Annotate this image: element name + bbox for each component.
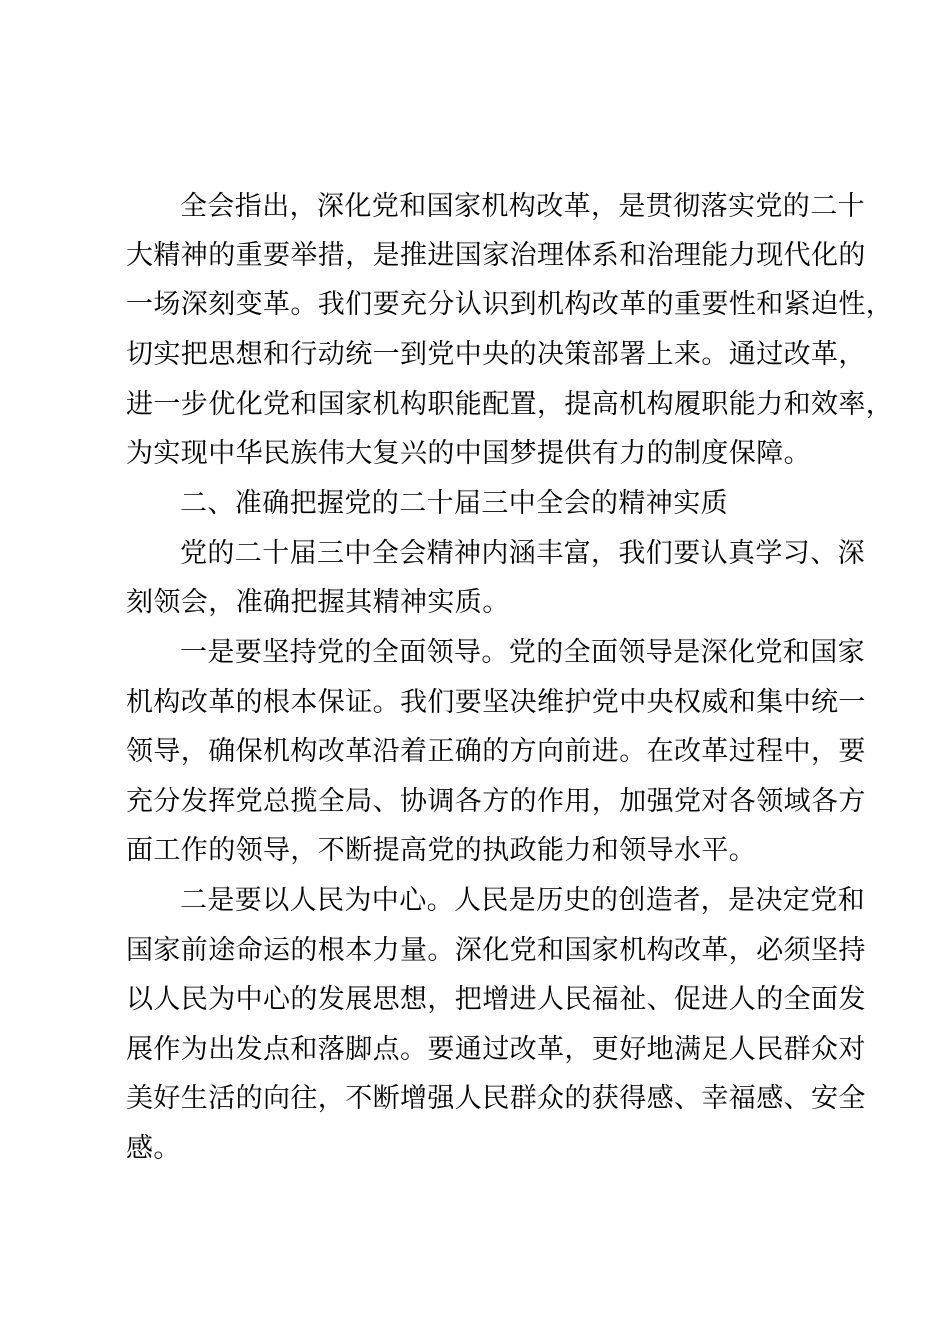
paragraph-4-line-5: 美好生活的向往，不断增强人民群众的获得感、幸福感、安全: [126, 1083, 866, 1114]
section-heading: 二、准确把握党的二十届三中全会的精神实质: [180, 488, 728, 519]
paragraph-4-line-1: 二是要以人民为中心。人民是历史的创造者，是决定党和: [180, 885, 865, 916]
paragraph-4-line-2: 国家前途命运的根本力量。深化党和国家机构改革，必须坚持: [126, 935, 866, 966]
paragraph-1-line-1: 全会指出，深化党和国家机构改革，是贯彻落实党的二十: [180, 191, 865, 222]
paragraph-3-line-3: 领导，确保机构改革沿着正确的方向前进。在改革过程中，要: [126, 736, 866, 767]
paragraph-2-line-2: 刻领会，准确把握其精神实质。: [126, 587, 510, 618]
paragraph-1-line-3: 一场深刻变革。我们要充分认识到机构改革的重要性和紧迫性，: [126, 289, 894, 320]
paragraph-3-line-2: 机构改革的根本保证。我们要坚决维护党中央权威和集中统一: [126, 687, 866, 718]
paragraph-2-line-1: 党的二十届三中全会精神内涵丰富，我们要认真学习、深: [180, 538, 865, 569]
paragraph-4-line-4: 展作为出发点和落脚点。要通过改革，更好地满足人民群众对: [126, 1034, 866, 1065]
paragraph-4-line-6: 感。: [126, 1133, 181, 1164]
paragraph-3-line-5: 面工作的领导，不断提高党的执政能力和领导水平。: [126, 835, 757, 866]
paragraph-1-line-5: 进一步优化党和国家机构职能配置，提高机构履职能力和效率，: [126, 389, 894, 420]
paragraph-1-line-6: 为实现中华民族伟大复兴的中国梦提供有力的制度保障。: [126, 438, 811, 469]
paragraph-1-line-2: 大精神的重要举措，是推进国家治理体系和治理能力现代化的: [126, 240, 866, 271]
paragraph-3-line-1: 一是要坚持党的全面领导。党的全面领导是深化党和国家: [180, 637, 865, 668]
paragraph-4-line-3: 以人民为中心的发展思想，把增进人民福祉、促进人的全面发: [126, 984, 866, 1015]
paragraph-3-line-4: 充分发挥党总揽全局、协调各方的作用，加强党对各领域各方: [126, 786, 866, 817]
paragraph-1-line-4: 切实把思想和行动统一到党中央的决策部署上来。通过改革，: [126, 339, 866, 370]
